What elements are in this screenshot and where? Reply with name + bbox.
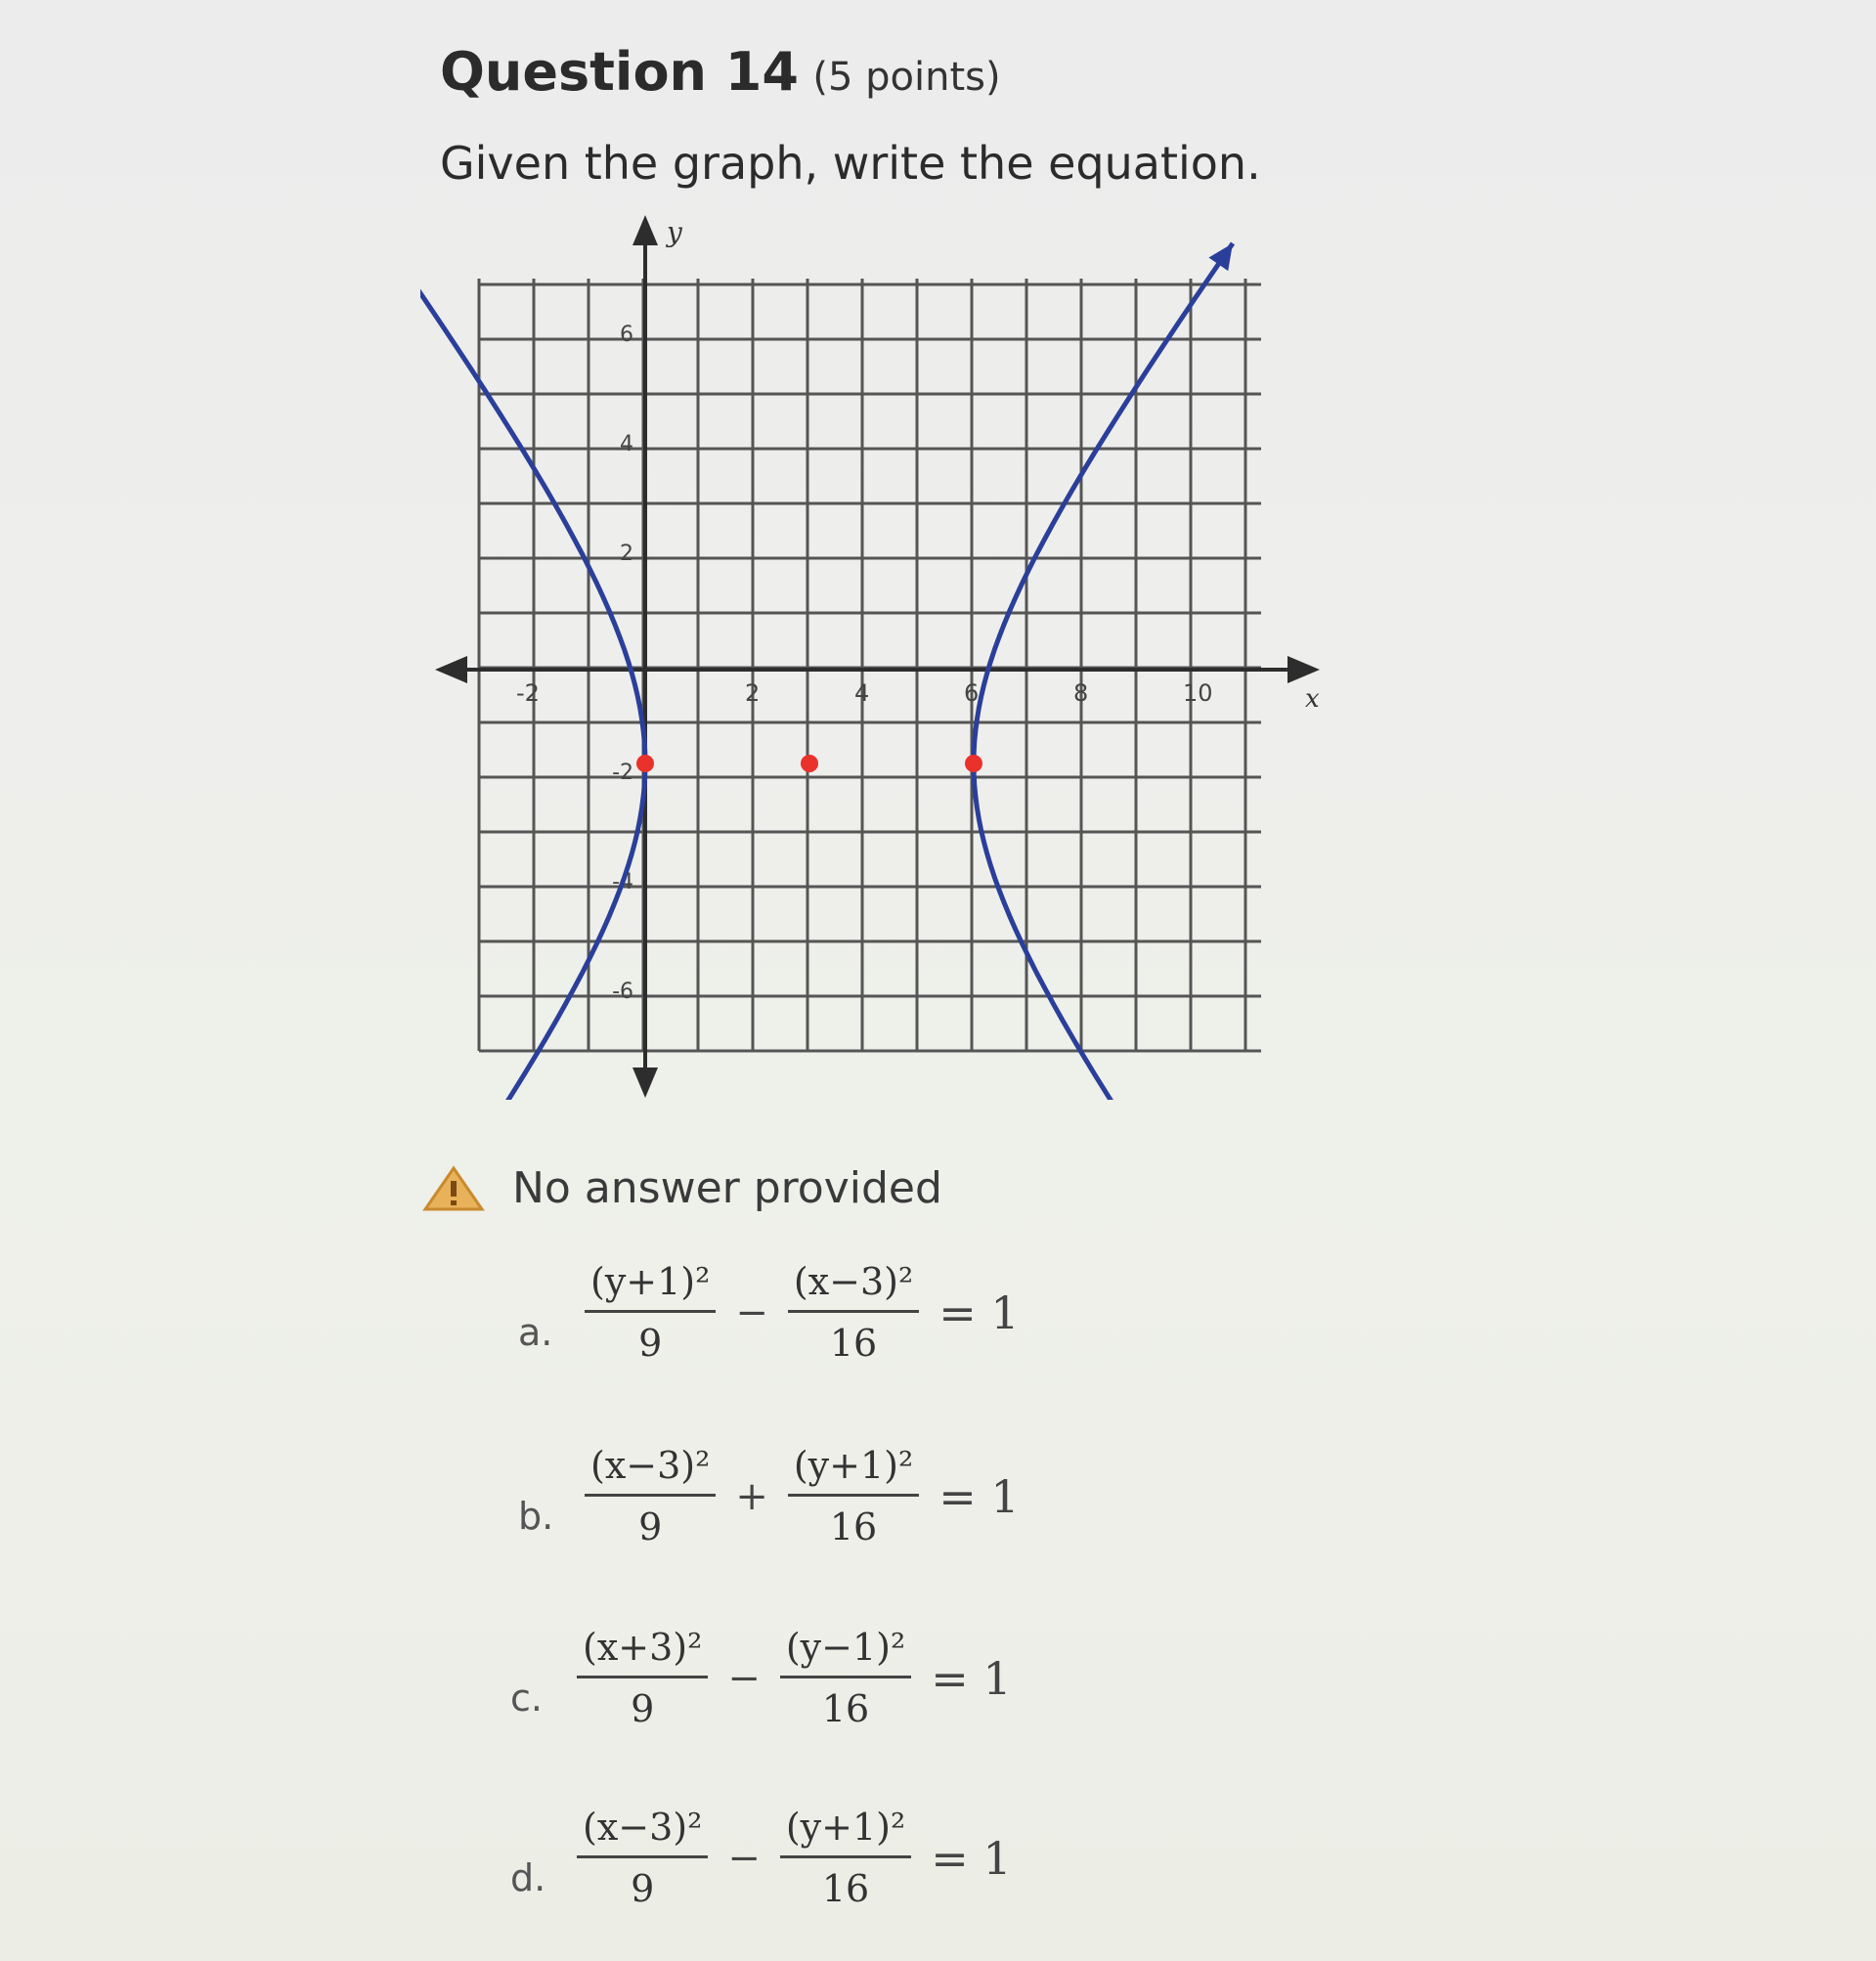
fraction (577, 1807, 708, 1910)
question-points: (5 points) (812, 55, 1001, 100)
fraction (788, 1445, 919, 1548)
x-tick-label: 6 (964, 679, 980, 707)
x-tick-label: -2 (516, 679, 540, 707)
graph-axes (435, 215, 1320, 1098)
y-axis-arrow-up (633, 215, 658, 245)
numerator: (x+3)² (577, 1627, 708, 1678)
numerator: (y+1)² (585, 1261, 716, 1313)
choice-letter: d. (510, 1856, 546, 1900)
question-prompt: Given the graph, write the equation. (440, 137, 1261, 190)
denominator: 9 (631, 1686, 655, 1730)
question-header (440, 41, 1001, 103)
fraction (585, 1261, 716, 1365)
x-axis-arrow-right (1287, 656, 1320, 683)
choice-letter: b. (518, 1495, 554, 1539)
graph-points (636, 755, 982, 772)
choice-b[interactable] (518, 1445, 1020, 1548)
operator: + (735, 1474, 768, 1520)
numerator: (y+1)² (788, 1445, 919, 1497)
denominator: 9 (638, 1504, 663, 1548)
denominator: 16 (821, 1686, 870, 1730)
y-tick-label: 4 (620, 432, 633, 457)
denominator: 16 (821, 1866, 870, 1910)
graph-grid (479, 279, 1261, 1051)
x-axis-arrow-left (435, 656, 467, 683)
numerator: (x−3)² (585, 1445, 716, 1497)
hyperbola-graph (420, 210, 1330, 1100)
curve-arrowhead (1208, 243, 1233, 271)
x-tick-label: 2 (745, 679, 761, 707)
graph-point-vertex (965, 755, 982, 772)
y-tick-label: -6 (612, 980, 633, 1004)
operator: − (727, 1656, 761, 1702)
equals-one: = 1 (938, 1470, 1020, 1524)
numerator: (x−3)² (577, 1807, 708, 1858)
no-answer-warning (422, 1163, 942, 1213)
choice-d[interactable] (510, 1807, 1012, 1910)
denominator: 16 (829, 1504, 878, 1548)
denominator: 9 (638, 1321, 663, 1365)
y-tick-label: 2 (620, 542, 633, 566)
fraction (585, 1445, 716, 1548)
fraction (780, 1627, 911, 1730)
y-tick-label: -2 (612, 761, 633, 785)
x-axis-label: x (1305, 684, 1320, 714)
x-tick-label: 10 (1183, 679, 1213, 707)
warning-text: No answer provided (512, 1163, 942, 1213)
y-axis-label: y (667, 216, 682, 248)
fraction (780, 1807, 911, 1910)
operator: − (735, 1290, 768, 1336)
question-title: Question 14 (440, 41, 799, 103)
fraction (788, 1261, 919, 1365)
warning-triangle-icon (422, 1165, 485, 1212)
choice-a[interactable] (518, 1261, 1020, 1365)
numerator: (y+1)² (780, 1807, 911, 1858)
x-tick-label: 4 (854, 679, 870, 707)
y-axis-arrow-down (633, 1068, 658, 1098)
denominator: 9 (631, 1866, 655, 1910)
y-tick-label: 6 (620, 323, 633, 347)
fraction (577, 1627, 708, 1730)
equals-one: = 1 (931, 1652, 1012, 1706)
operator: − (727, 1836, 761, 1882)
denominator: 16 (829, 1321, 878, 1365)
choice-c[interactable] (510, 1627, 1012, 1730)
equals-one: = 1 (931, 1832, 1012, 1886)
y-tick-label: -4 (612, 870, 633, 894)
numerator: (y−1)² (780, 1627, 911, 1678)
graph-point-vertex (636, 755, 654, 772)
numerator: (x−3)² (788, 1261, 919, 1313)
x-tick-label: 8 (1073, 679, 1089, 707)
equals-one: = 1 (938, 1286, 1020, 1340)
graph-point-center (801, 755, 818, 772)
choice-letter: c. (510, 1677, 543, 1721)
choice-letter: a. (518, 1311, 553, 1355)
